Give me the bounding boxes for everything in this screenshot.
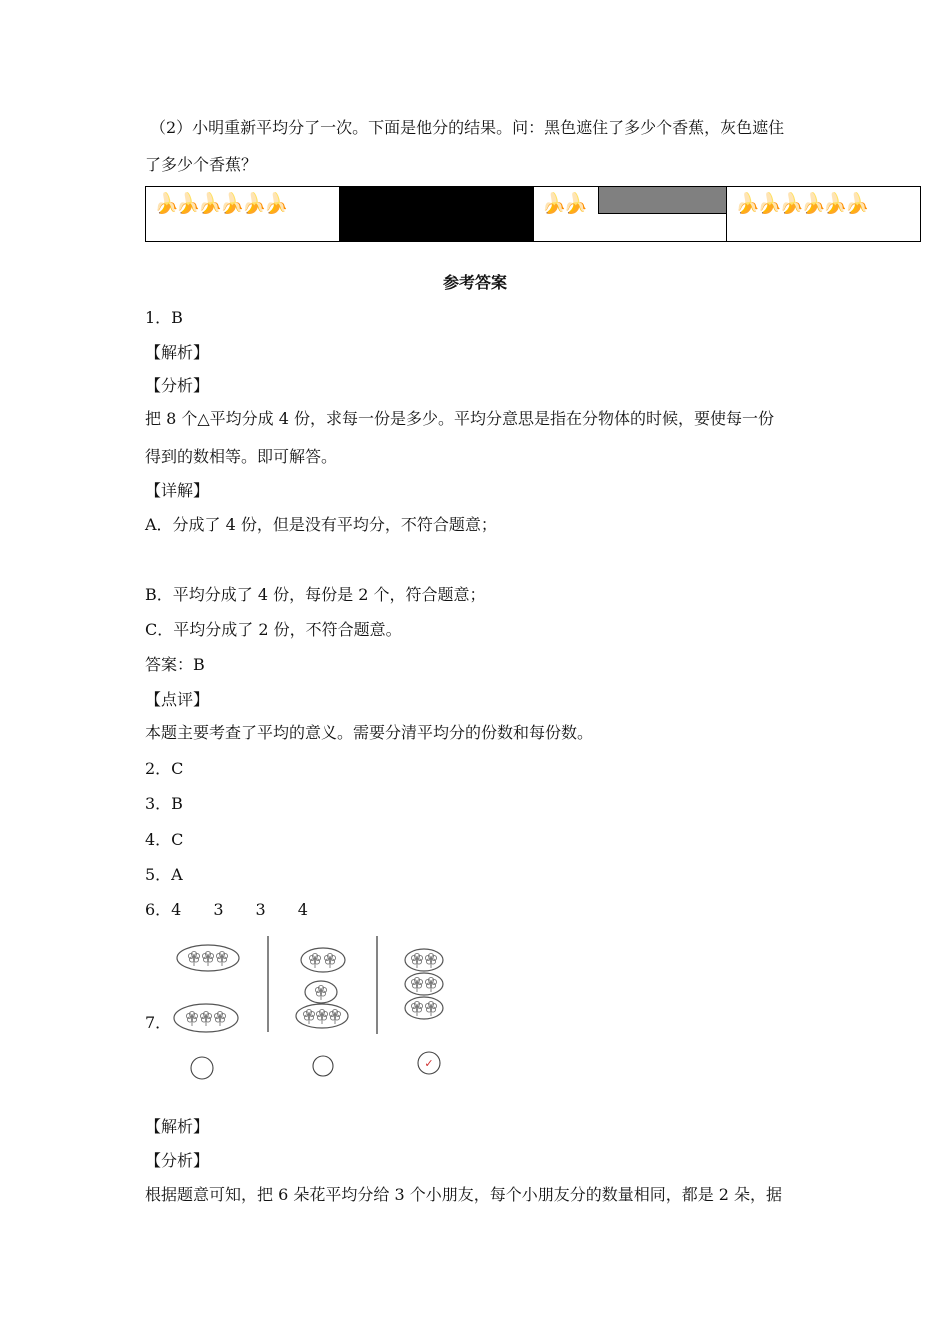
answer-4: 4．C	[145, 830, 184, 849]
answer-1-option-c: C．平均分成了 2 份，不符合题意。	[145, 620, 402, 639]
answers-title: 参考答案	[442, 273, 507, 292]
answer-5: 5．A	[145, 865, 183, 884]
group-c-3	[405, 997, 443, 1019]
answer-6: 6．4 3 3 4	[145, 900, 308, 919]
group-a-top	[177, 945, 239, 971]
answer-circle-a	[191, 1057, 213, 1079]
group-b-top	[301, 948, 345, 972]
gray-cover-block	[598, 187, 726, 214]
group-c-2	[405, 973, 443, 995]
answer-7: 7．	[145, 1013, 172, 1032]
answer-1-fenxi-text-2: 得到的数相等。即可解答。	[145, 447, 338, 466]
answer-7-fenxi: 【分析】	[145, 1151, 210, 1170]
banana-group-2: 🍌🍌	[541, 191, 586, 215]
answer-1-dianping-text: 本题主要考查了平均的意义。需要分清平均分的份数和每份数。	[145, 723, 594, 742]
black-cover-cell	[339, 187, 533, 242]
answer-1-option-a: A．分成了 4 份，但是没有平均分，不符合题意；	[145, 515, 497, 534]
group-c-1	[405, 949, 443, 971]
banana-cell-4	[727, 187, 921, 242]
banana-cell-3	[533, 187, 727, 242]
check-mark-icon: ✓	[424, 1057, 434, 1070]
flower-grouping-svg	[150, 932, 470, 1092]
answer-1: 1．B	[145, 308, 183, 327]
answer-1-fenxi: 【分析】	[145, 376, 210, 395]
answer-1-fenxi-text-1: 把 8 个△平均分成 4 份，求每一份是多少。平均分意思是指在分物体的时候，要使每一份	[145, 409, 775, 428]
answer-2: 2．C	[145, 759, 184, 778]
answer-1-jiexi: 【解析】	[145, 343, 210, 362]
answer-1-xiangjie: 【详解】	[145, 481, 210, 500]
banana-cell-1	[146, 187, 340, 242]
answer-circle-b	[313, 1056, 333, 1076]
group-a-bottom	[174, 1004, 238, 1032]
answer-7-jiexi: 【解析】	[145, 1117, 210, 1136]
flower-grouping-figure	[145, 932, 470, 1092]
answer-3: 3．B	[145, 794, 183, 813]
answer-1-final: 答案：B	[145, 655, 205, 674]
group-b-middle	[305, 981, 337, 1003]
banana-group-6: 🍌🍌🍌🍌🍌🍌	[154, 191, 286, 215]
banana-group-6b: 🍌🍌🍌🍌🍌🍌	[735, 191, 867, 215]
answer-1-dianping: 【点评】	[145, 690, 210, 709]
group-b-bottom	[296, 1004, 348, 1028]
banana-table	[145, 186, 921, 242]
answer-1-option-b: B．平均分成了 4 份，每份是 2 个，符合题意；	[145, 585, 486, 604]
question-line-1: （2）小明重新平均分了一次。下面是他分的结果。问：黑色遮住了多少个香蕉，灰色遮住	[150, 118, 785, 137]
question-line-2: 了多少个香蕉？	[145, 155, 258, 174]
answer-7-fenxi-text: 根据题意可知，把 6 朵花平均分给 3 个小朋友，每个小朋友分的数量相同，都是 2 朵，据	[145, 1185, 783, 1204]
